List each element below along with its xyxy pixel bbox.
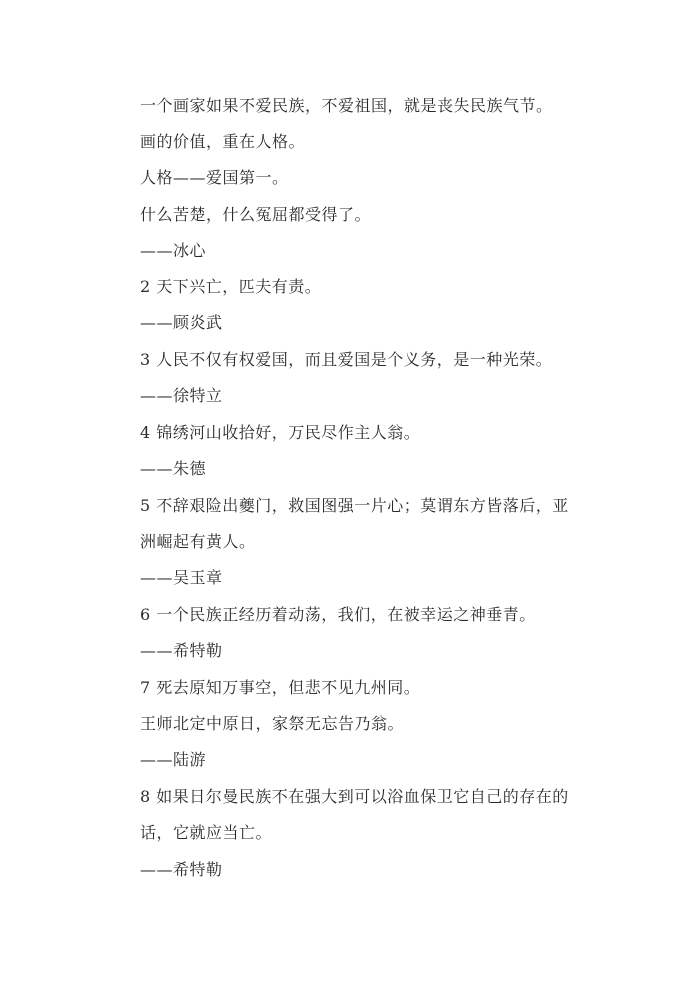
text-line: 4 锦绣河山收拾好，万民尽作主人翁。 — [140, 423, 421, 442]
text-line: 画的价值，重在人格。 — [140, 132, 306, 151]
text-line: 什么苦楚，什么冤屈都受得了。 — [140, 205, 372, 224]
attribution: ——希特勒 — [140, 641, 223, 660]
attribution: ——希特勒 — [140, 860, 223, 879]
attribution: ——徐特立 — [140, 386, 223, 405]
text-paragraph: 5 不辞艰险出夔门，救国图强一片心；莫谓东方皆落后，亚洲崛起有黄人。 — [140, 496, 569, 551]
text-line: 3 人民不仅有权爱国，而且爱国是个义务，是一种光荣。 — [140, 350, 553, 369]
text-line: 一个画家如果不爱民族，不爱祖国，就是丧失民族气节。 — [140, 96, 553, 115]
text-line: 2 天下兴亡，匹夫有责。 — [140, 277, 322, 296]
text-line: 6 一个民族正经历着动荡，我们，在被幸运之神垂青。 — [140, 605, 536, 624]
attribution: ——陆游 — [140, 750, 207, 769]
text-line: 人格——爱国第一。 — [140, 168, 289, 187]
attribution: ——吴玉章 — [140, 568, 223, 587]
text-paragraph: 8 如果日尔曼民族不在强大到可以浴血保卫它自己的存在的话，它就应当亡。 — [140, 787, 569, 842]
attribution: ——冰心 — [140, 241, 207, 260]
text-line: 王师北定中原日，家祭无忘告乃翁。 — [140, 714, 405, 733]
attribution: ——顾炎武 — [140, 313, 223, 332]
text-line: 7 死去原知万事空，但悲不见九州同。 — [140, 678, 421, 697]
attribution: ——朱德 — [140, 459, 207, 478]
